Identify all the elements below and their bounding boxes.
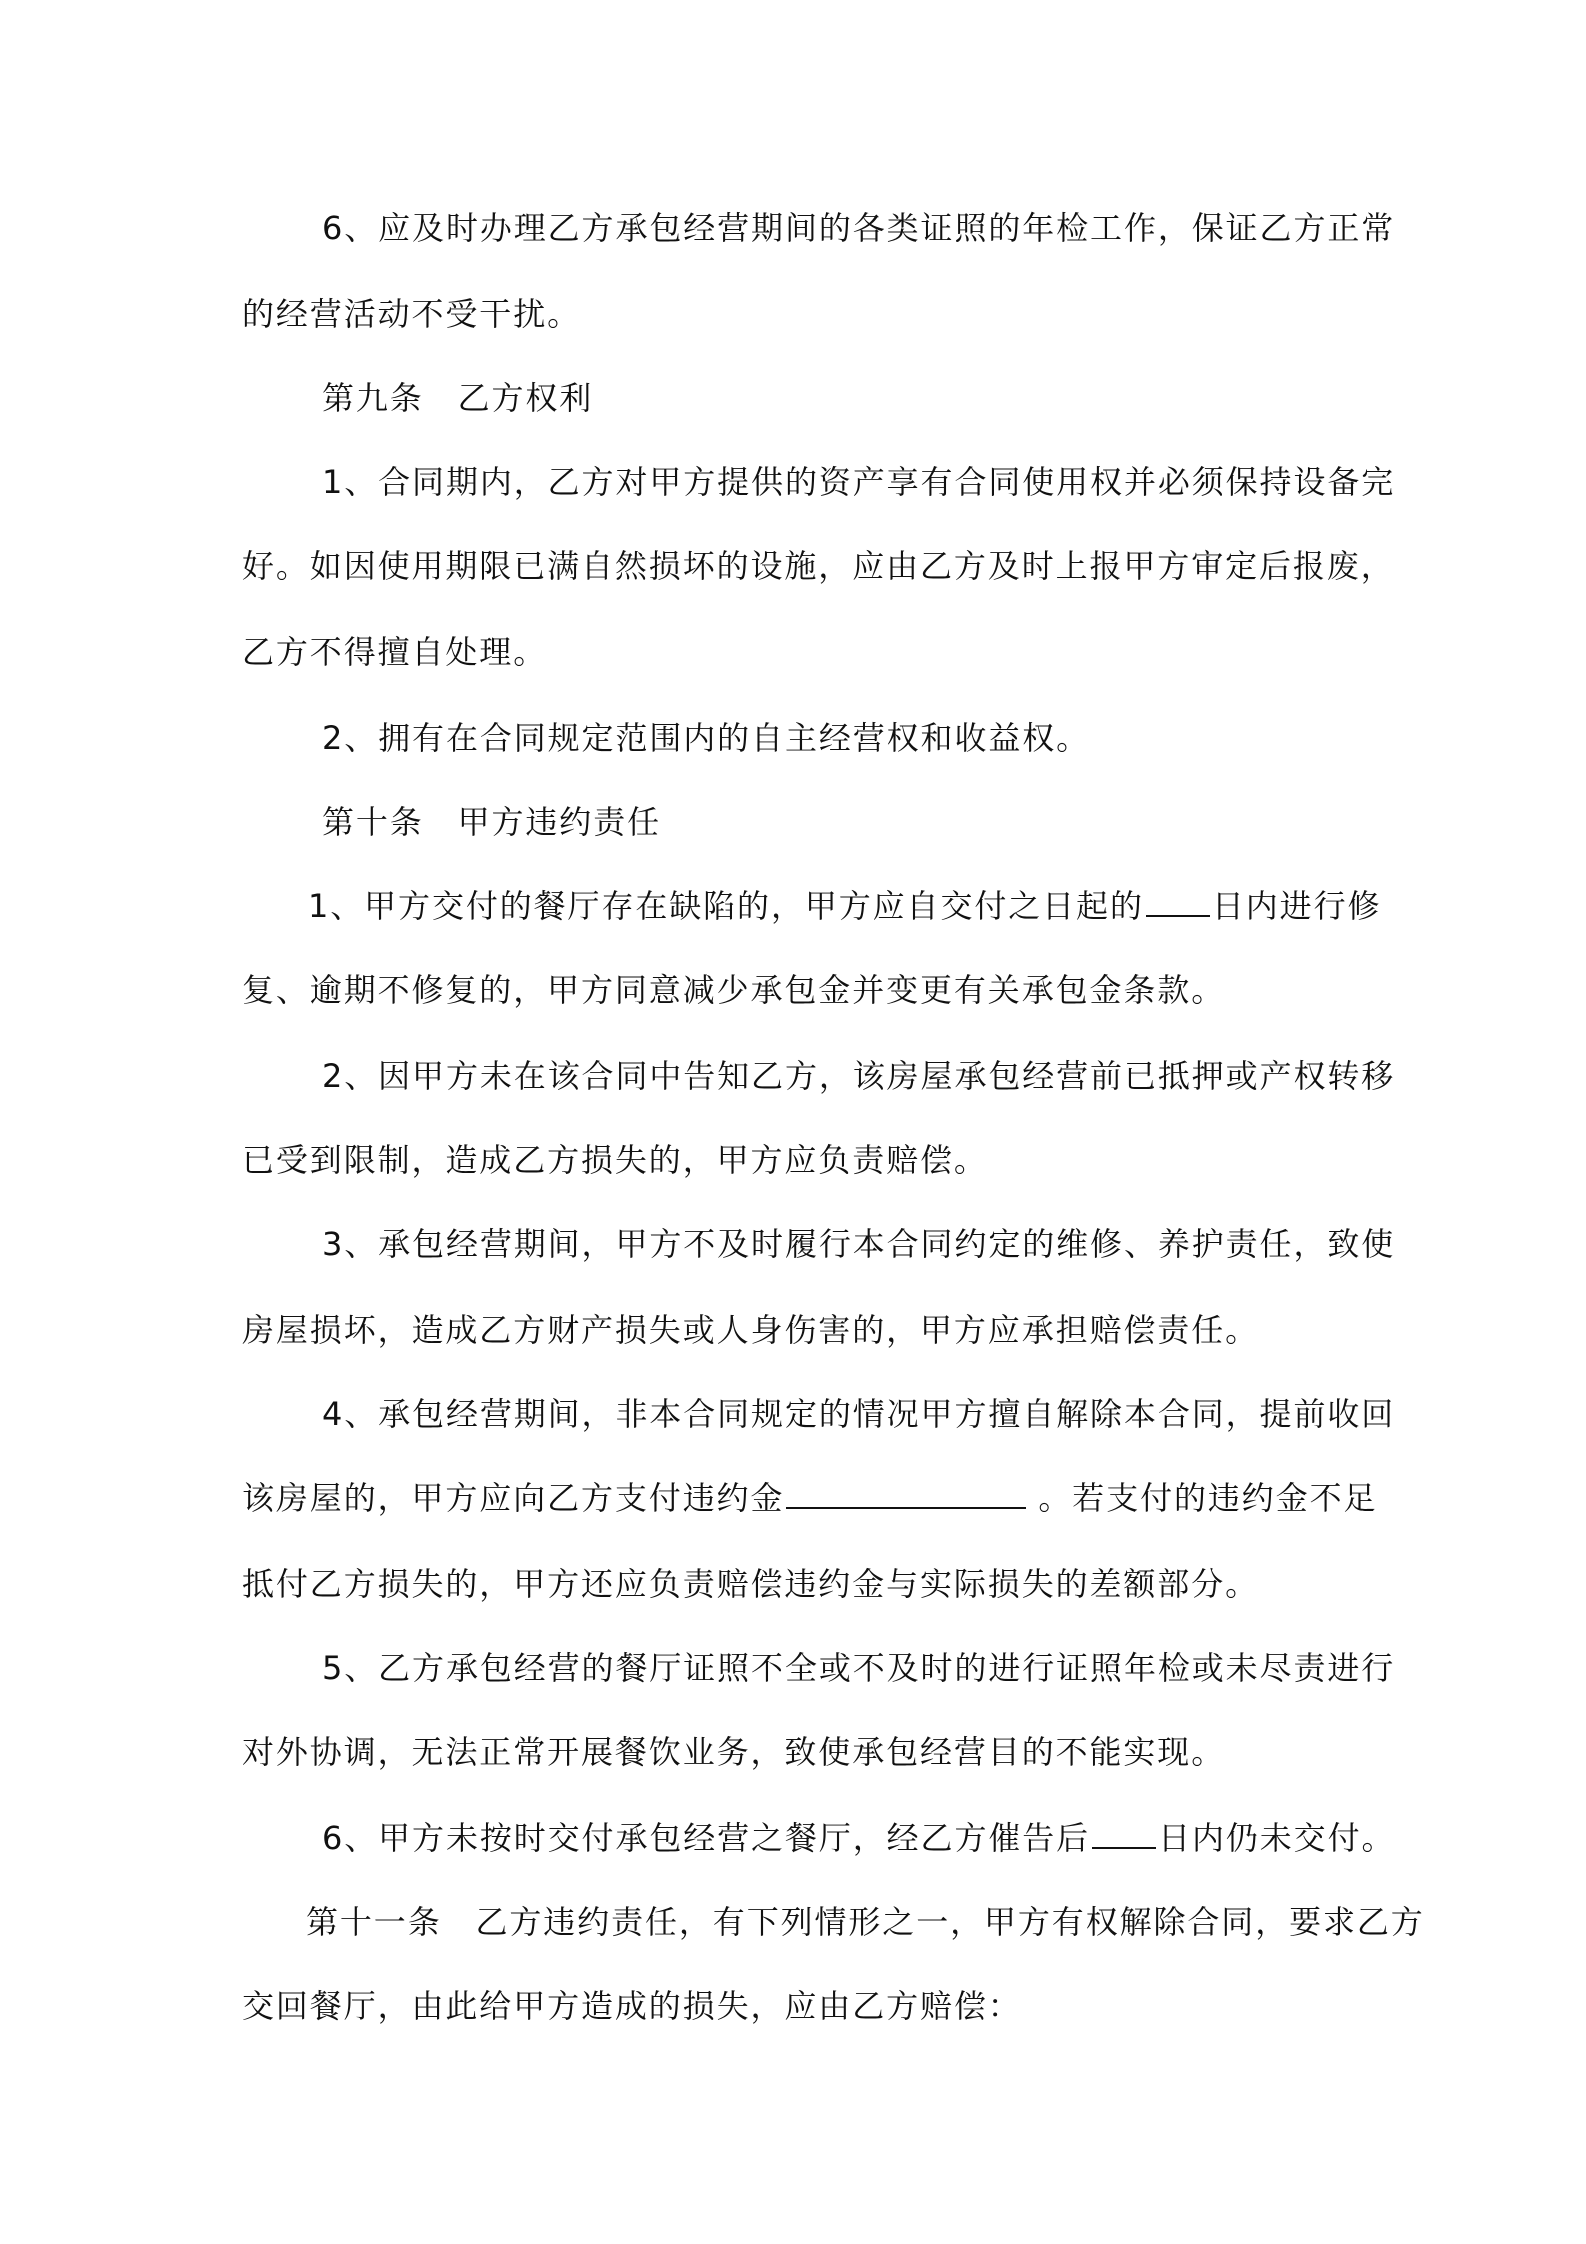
fill-in-blank-days-notice[interactable] [1092, 1817, 1156, 1849]
article-9-heading: 第九条 乙方权利 [322, 379, 594, 417]
article-10-item-1-text-before-blank: 1、甲方交付的餐厅存在缺陷的，甲方应自交付之日起的 [308, 887, 1144, 925]
article-10-item-2-line-1: 2、因甲方未在该合同中告知乙方，该房屋承包经营前已抵押或产权转移 [322, 1057, 1396, 1095]
article-11-line-2: 交回餐厅，由此给甲方造成的损失，应由乙方赔偿： [242, 1987, 1022, 2025]
article-10-item-4-text-before-blank: 该房屋的，甲方应向乙方支付违约金 [242, 1479, 785, 1517]
clause-6-line-2: 的经营活动不受干扰。 [242, 295, 582, 333]
article-11-line-1: 第十一条 乙方违约责任，有下列情形之一，甲方有权解除合同，要求乙方 [306, 1903, 1425, 1941]
article-10-item-2-line-2: 已受到限制，造成乙方损失的，甲方应负责赔偿。 [242, 1141, 988, 1179]
article-10-item-6-text-after-blank: 日内仍未交付。 [1158, 1819, 1396, 1857]
clause-6-line-1: 6、应及时办理乙方承包经营期间的各类证照的年检工作，保证乙方正常 [322, 209, 1396, 247]
article-10-item-4-line-3: 抵付乙方损失的，甲方还应负责赔偿违约金与实际损失的差额部分。 [242, 1565, 1260, 1603]
article-10-item-5-line-2: 对外协调，无法正常开展餐饮业务，致使承包经营目的不能实现。 [242, 1733, 1226, 1771]
article-9-item-1-line-1: 1、合同期内，乙方对甲方提供的资产享有合同使用权并必须保持设备完 [322, 463, 1396, 501]
article-10-item-1-text-after-blank: 日内进行修 [1211, 887, 1382, 925]
article-9-item-1-line-2: 好。如因使用期限已满自然损坏的设施，应由乙方及时上报甲方审定后报废， [242, 547, 1395, 585]
article-10-item-6-text-before-blank: 6、甲方未按时交付承包经营之餐厅，经乙方催告后 [322, 1819, 1091, 1857]
article-10-heading: 第十条 甲方违约责任 [322, 803, 662, 841]
article-10-item-5-line-1: 5、乙方承包经营的餐厅证照不全或不及时的进行证照年检或未尽责进行 [322, 1649, 1396, 1687]
article-10-item-1-line-1 [308, 884, 1381, 928]
fill-in-blank-penalty[interactable] [786, 1477, 1026, 1509]
article-9-item-2: 2、拥有在合同规定范围内的自主经营权和收益权。 [322, 719, 1091, 757]
article-10-item-1-line-2: 复、逾期不修复的，甲方同意减少承包金并变更有关承包金条款。 [242, 971, 1226, 1009]
article-10-item-6 [322, 1816, 1395, 1860]
article-10-item-4-text-after-blank: 。若支付的违约金不足 [1038, 1479, 1378, 1517]
article-10-item-4-line-2 [242, 1476, 1377, 1520]
fill-in-blank-days[interactable] [1146, 885, 1210, 917]
article-10-item-4-line-1: 4、承包经营期间，非本合同规定的情况甲方擅自解除本合同，提前收回 [322, 1395, 1396, 1433]
article-9-item-1-line-3: 乙方不得擅自处理。 [242, 633, 548, 671]
article-10-item-3-line-1: 3、承包经营期间，甲方不及时履行本合同约定的维修、养护责任，致使 [322, 1225, 1396, 1263]
article-10-item-3-line-2: 房屋损坏，造成乙方财产损失或人身伤害的，甲方应承担赔偿责任。 [242, 1311, 1260, 1349]
